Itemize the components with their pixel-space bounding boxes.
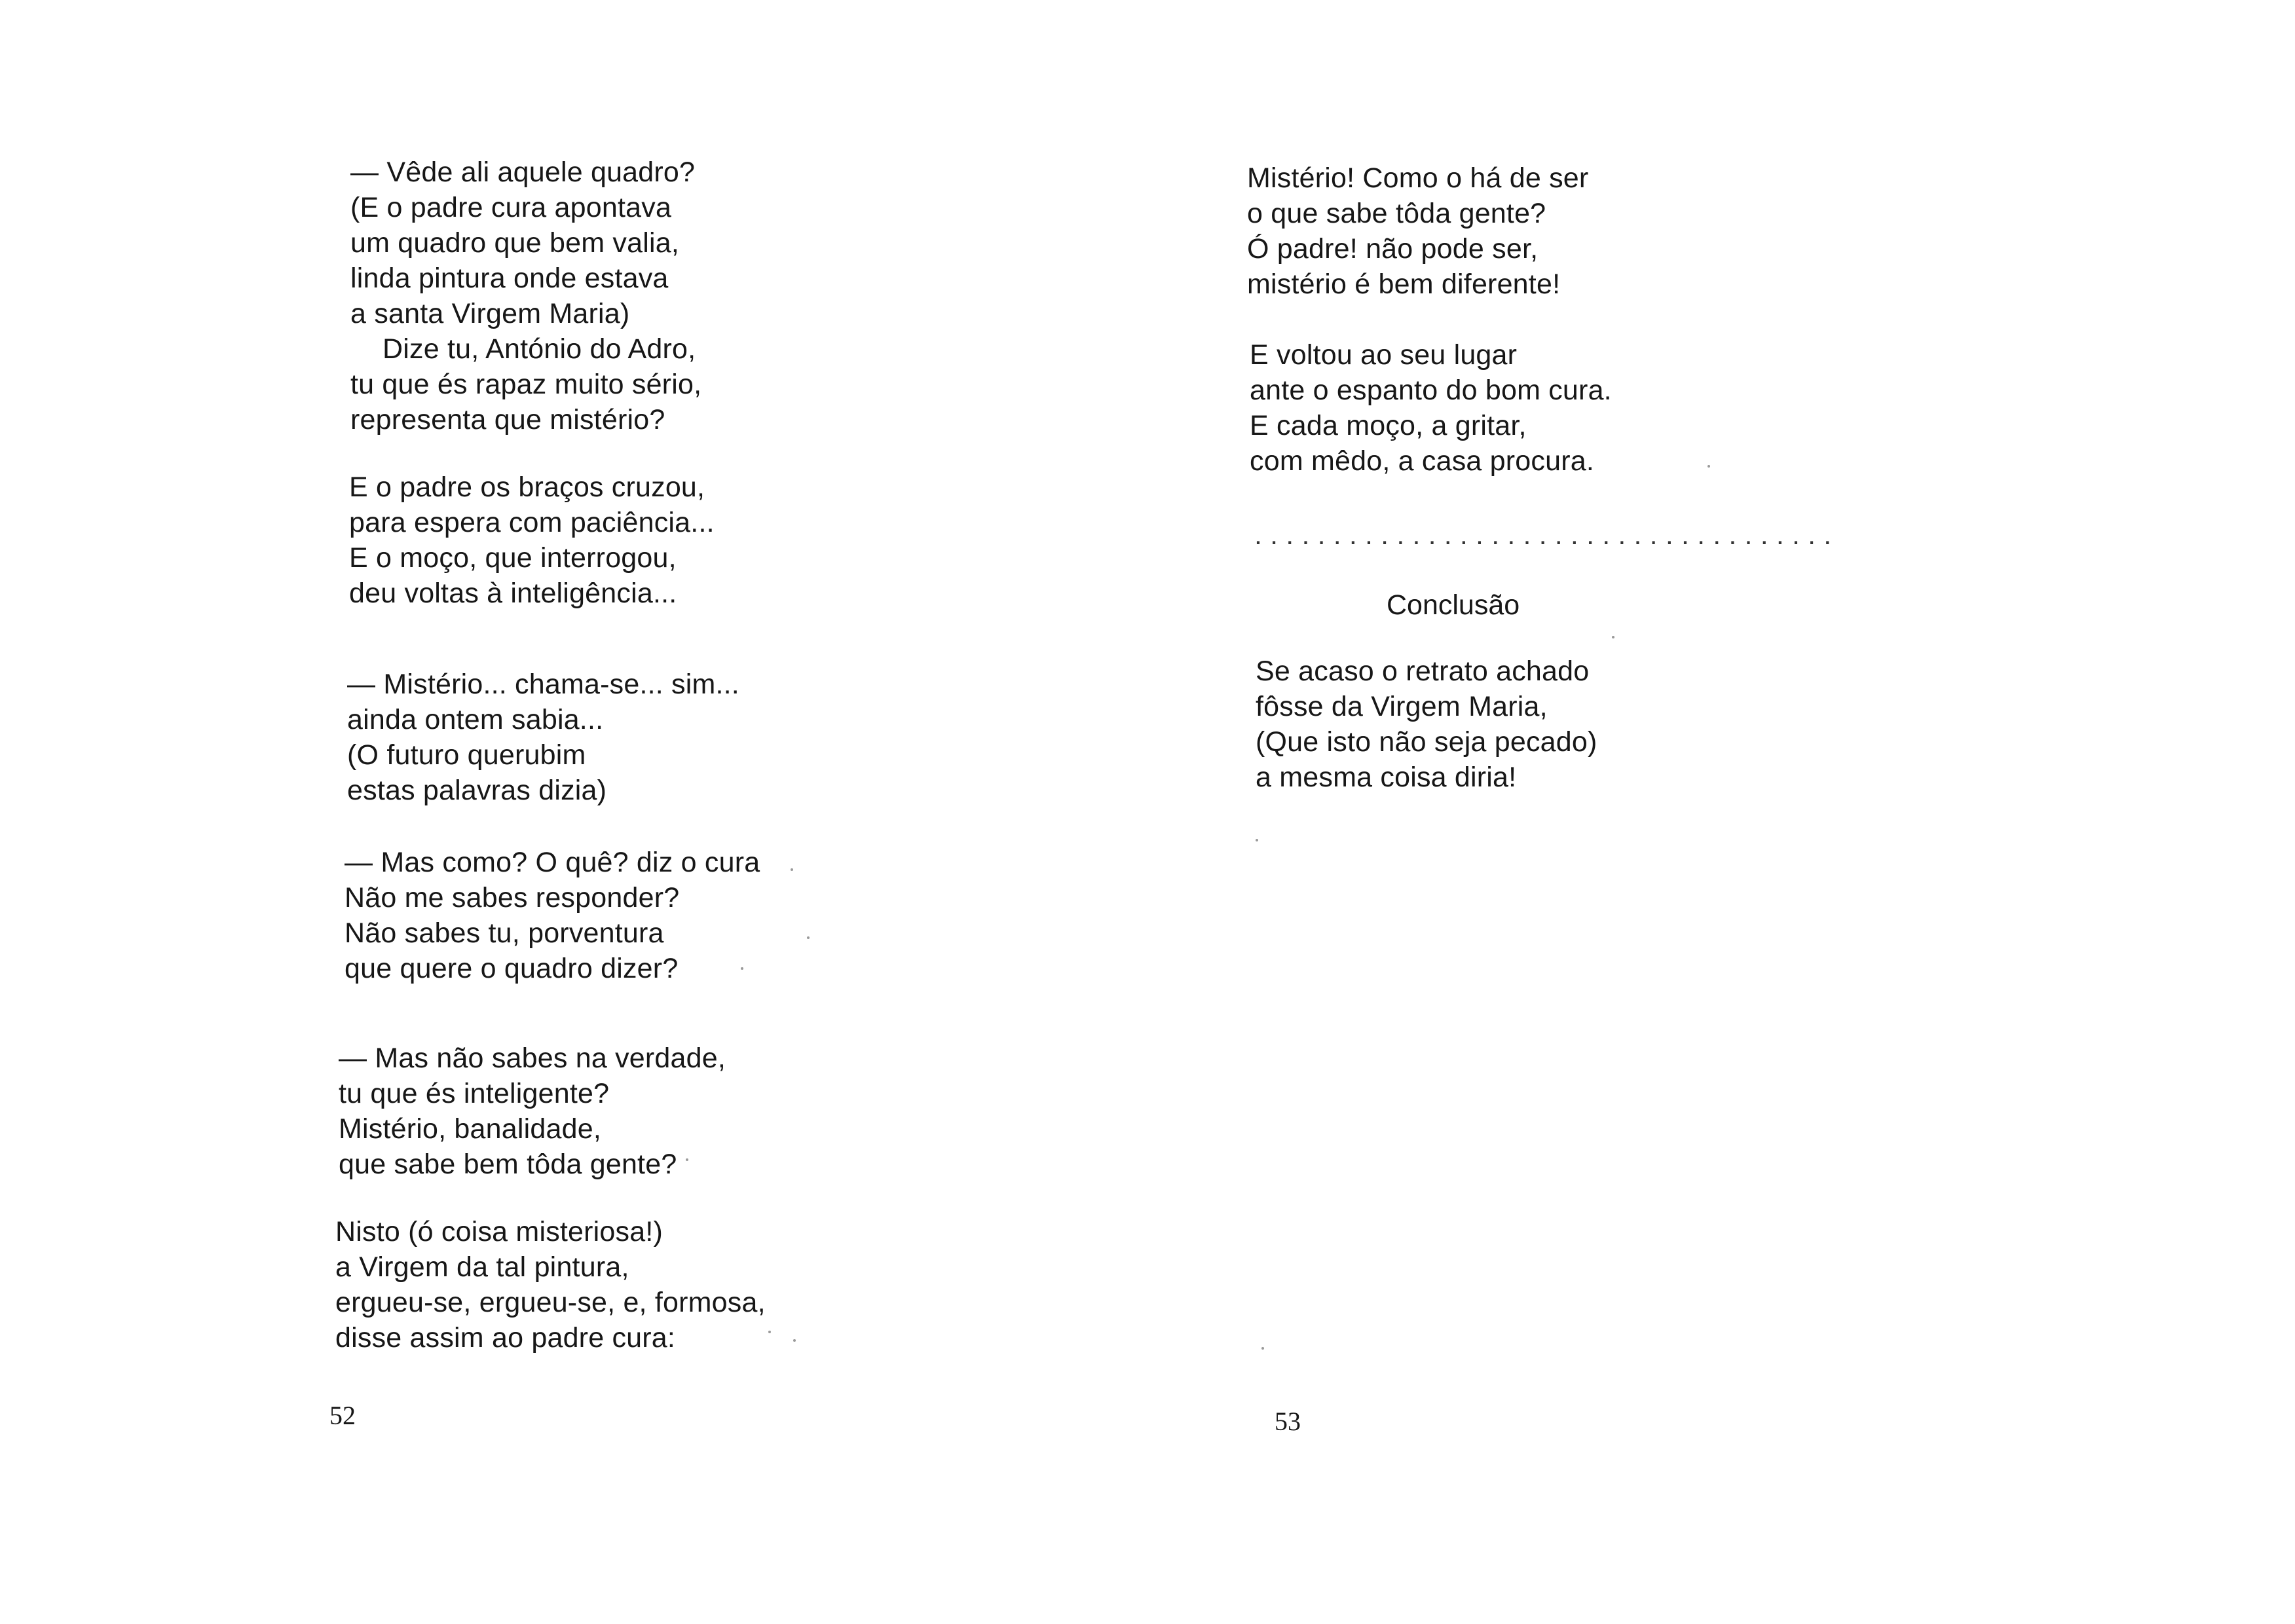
verse-line: Dize tu, António do Adro,: [382, 333, 696, 365]
stanza: [345, 845, 760, 986]
verse-line: — Mas como? O quê? diz o cura: [345, 847, 760, 878]
verse-line: tu que és rapaz muito sério,: [350, 369, 702, 400]
scan-speck: [768, 1331, 771, 1333]
verse-line: o que sabe tôda gente?: [1247, 198, 1546, 229]
stanza: [349, 470, 715, 611]
scan-speck: [1612, 636, 1614, 638]
verse-line: a santa Virgem Maria): [350, 298, 630, 329]
verse-line: Mistério! Como o há de ser: [1247, 162, 1589, 194]
stanza: [347, 667, 739, 808]
verse-line: Não me sabes responder?: [345, 882, 680, 913]
scan-speck: [807, 936, 810, 939]
verse-line: (E o padre cura apontava: [350, 192, 672, 223]
stanza: [1247, 160, 1588, 302]
verse-line: que quere o quadro dizer?: [345, 953, 679, 984]
scan-speck: [791, 868, 793, 871]
verse-line: um quadro que bem valia,: [350, 227, 679, 259]
verse-line: deu voltas à inteligência...: [349, 578, 677, 609]
verse-line: E o padre os braços cruzou,: [349, 471, 705, 503]
verse-line: E voltou ao seu lugar: [1250, 339, 1518, 371]
stanza: [1250, 337, 1612, 479]
verse-line: ergueu-se, ergueu-se, e, formosa,: [335, 1287, 766, 1318]
page-right: [1148, 0, 2295, 1624]
verse-line: mistério é bem diferente!: [1247, 268, 1561, 300]
scan-speck: [1256, 839, 1258, 841]
verse-line: com mêdo, a casa procura.: [1250, 445, 1595, 477]
scan-speck: [686, 1158, 688, 1161]
verse-line: E o moço, que interrogou,: [349, 542, 677, 574]
verse-line: a Virgem da tal pintura,: [335, 1251, 629, 1283]
verse-line: estas palavras dizia): [347, 775, 607, 806]
page-number: 52: [329, 1401, 356, 1430]
verse-line: representa que mistério?: [350, 404, 665, 435]
verse-line: tu que és inteligente?: [339, 1078, 610, 1109]
conclusion-stanza: [1256, 654, 1597, 795]
section-heading: Conclusão: [1387, 589, 1520, 621]
verse-line: (Que isto não seja pecado): [1256, 726, 1597, 758]
verse-line: fôsse da Virgem Maria,: [1256, 691, 1548, 722]
verse-line: para espera com paciência...: [349, 507, 715, 538]
verse-line: Nisto (ó coisa misteriosa!): [335, 1216, 663, 1247]
scan-speck: [741, 967, 743, 970]
scan-speck: [793, 1339, 796, 1342]
page-number: 53: [1275, 1407, 1301, 1436]
scan-speck: [1707, 465, 1710, 468]
verse-line: ainda ontem sabia...: [347, 704, 604, 735]
verse-line: — Vêde ali aquele quadro?: [350, 157, 696, 188]
verse-line: E cada moço, a gritar,: [1250, 410, 1527, 441]
stanza: [350, 155, 701, 437]
verse-line: — Mistério... chama-se... sim...: [347, 669, 739, 700]
stanza: [339, 1041, 726, 1182]
verse-line: Não sabes tu, porventura: [345, 917, 664, 949]
verse-line: Ó padre! não pode ser,: [1247, 233, 1539, 265]
verse-line: Mistério, banalidade,: [339, 1113, 601, 1145]
verse-line: disse assim ao padre cura:: [335, 1322, 676, 1354]
verse-line: que sabe bem tôda gente?: [339, 1149, 677, 1180]
verse-line: Se acaso o retrato achado: [1256, 655, 1590, 687]
verse-line: — Mas não sabes na verdade,: [339, 1043, 726, 1074]
verse-line: ante o espanto do bom cura.: [1250, 375, 1612, 406]
verse-line: linda pintura onde estava: [350, 263, 669, 294]
stanza: [335, 1214, 766, 1356]
verse-line: a mesma coisa diria!: [1256, 762, 1517, 793]
scan-speck: [1261, 1347, 1264, 1350]
verse-line: (O futuro querubim: [347, 739, 586, 771]
dotted-separator: .....................................: [1254, 519, 1840, 551]
